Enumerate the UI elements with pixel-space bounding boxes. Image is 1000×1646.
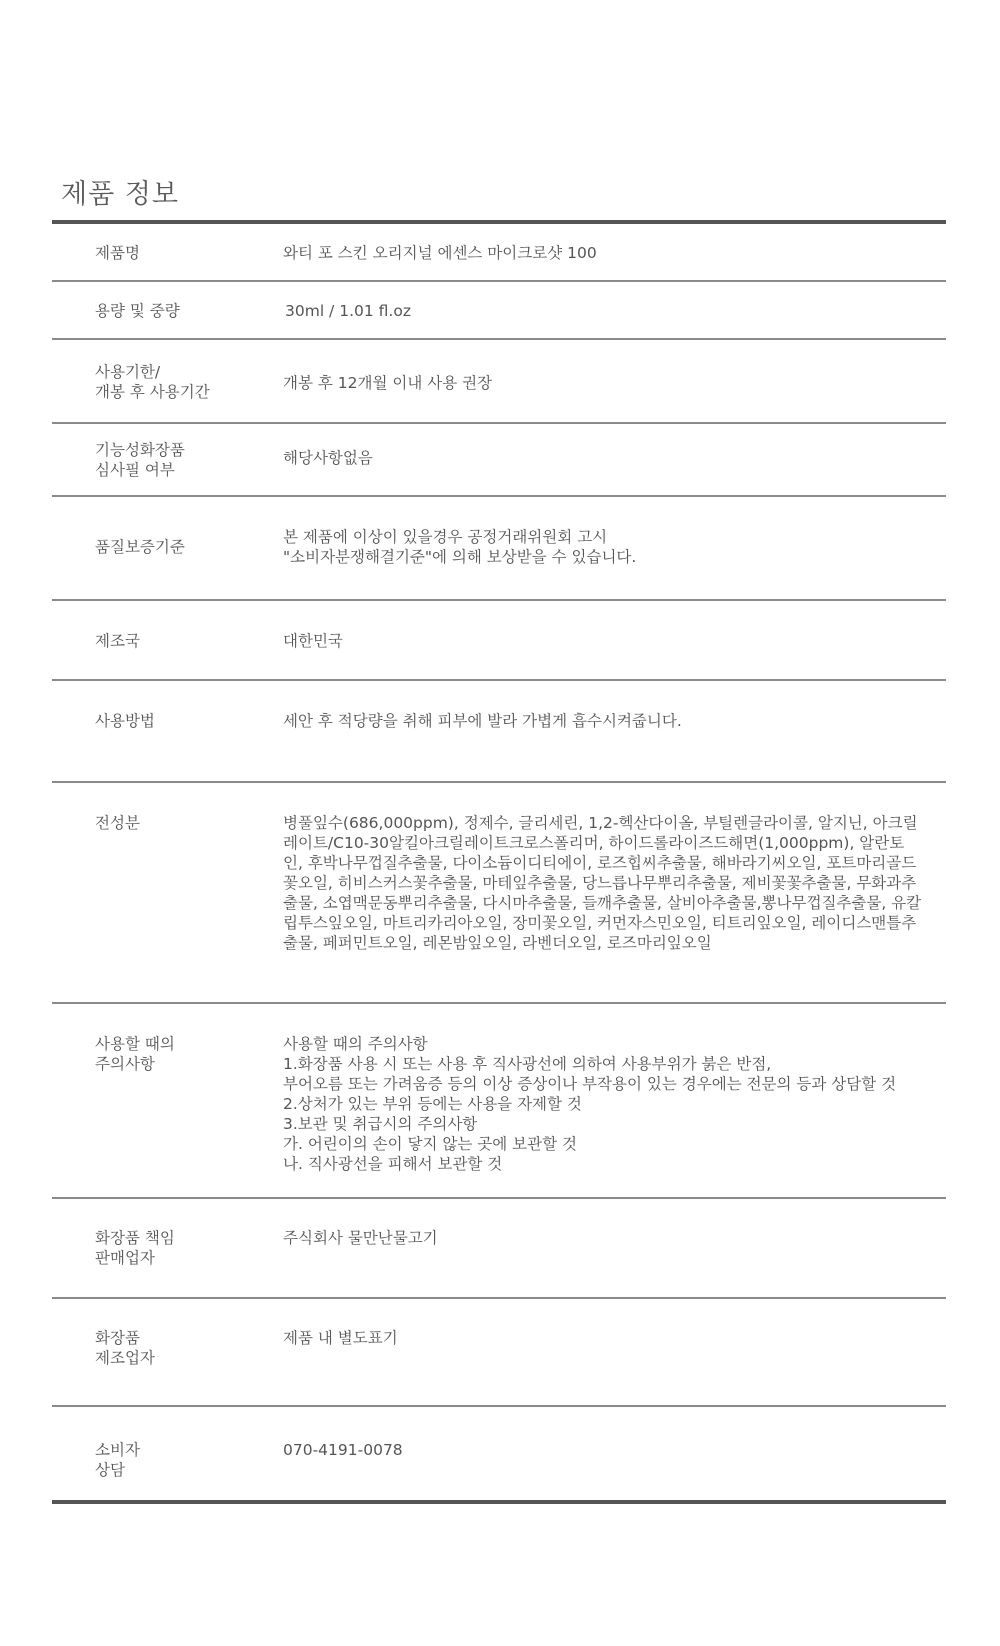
- row-value: 주식회사 물만난물고기: [283, 1229, 438, 1247]
- row-label: 제품명: [95, 244, 140, 262]
- row-value: 대한민국: [283, 632, 343, 650]
- row-value: 본 제품에 이상이 있을경우 공정거래위원회 고시 "소비자분쟁해결기준"에 의해 보상받을 수 있습니다.: [283, 528, 637, 566]
- row-value: 병풀잎수(686,000ppm), 정제수, 글리세린, 1,2-헥산다이올, 부틸렌글라이콜, 알지닌, 아크릴레이트/C10-30알킬아크릴레이트크로스폴리머, 하이드롤라이즈드해면(1,000ppm), 알란토인, 후박나무껍질추출물, 다이소듐이디티에이, 로즈힙씨추출물, 해바라기씨오일, 포트마리골드꽃오일, 히비스커스꽃추출물, 마테잎추출물, 당느릅나무뿌리추출물, 제비꽃꽃추출물, 무화과추출물, 소엽맥문동뿌리추출물, 다시마추출물, 들깨추출물, 살비아추출물,뽕나무껍질추출물, 유칼립투스잎오일, 마트리카리아오일, 장미꽃오일, 커먼자스민오일, 티트리잎오일, 레이디스맨틀추출물, 페퍼민트오일, 레몬밤잎오일, 라벤더오일, 로즈마리잎오일: [283, 814, 922, 952]
- row-value: 와티 포 스킨 오리지널 에센스 마이크로샷 100: [283, 244, 597, 262]
- row-quality-guarantee: [52, 497, 946, 601]
- row-label: 전성분: [95, 814, 140, 832]
- row-label: 사용할 때의 주의사항: [95, 1035, 175, 1073]
- row-customer-service: [52, 1407, 946, 1500]
- row-label: 화장품 제조업자: [95, 1329, 155, 1367]
- row-label: 제조국: [95, 632, 140, 650]
- row-manufacturer: [52, 1299, 946, 1407]
- row-expiry: [52, 340, 946, 424]
- row-label: 기능성화장품 심사필 여부: [95, 441, 185, 479]
- row-label: 화장품 책임 판매업자: [95, 1229, 175, 1267]
- row-precautions: [52, 1004, 946, 1199]
- row-label: 품질보증기준: [95, 538, 185, 556]
- row-label: 소비자 상담: [95, 1441, 140, 1479]
- row-usage: [52, 681, 946, 783]
- page-title: 제품 정보: [61, 179, 179, 210]
- row-value: 개봉 후 12개월 이내 사용 권장: [283, 374, 493, 392]
- row-ingredients: [52, 783, 946, 1004]
- row-value: 제품 내 별도표기: [283, 1329, 398, 1347]
- row-value: 070-4191-0078: [283, 1441, 403, 1459]
- row-label: 사용방법: [95, 712, 155, 730]
- row-functional-cosmetic: [52, 424, 946, 497]
- row-value: 해당사항없음: [283, 449, 373, 467]
- row-value: 사용할 때의 주의사항 1.화장품 사용 시 또는 사용 후 직사광선에 의하여 사용부위가 붉은 반점, 부어오름 또는 가려움증 등의 이상 증상이나 부작용이 있는 경우에는 전문의 등과 상담할 것 2.상처가 있는 부위 등에는 사용을 자제할 것 3.보관 및 취급시의 주의사항 가. 어린이의 손이 닿지 않는 곳에 보관할 것 나. 직사광선을 피해서 보관할 것: [283, 1035, 897, 1173]
- row-distributor: [52, 1199, 946, 1299]
- product-info-table: [52, 220, 946, 1504]
- row-value: 세안 후 적당량을 취해 피부에 발라 가볍게 흡수시켜줍니다.: [283, 712, 682, 730]
- row-product-name: [52, 224, 946, 282]
- row-label: 사용기한/ 개봉 후 사용기간: [95, 363, 210, 401]
- row-country: [52, 601, 946, 681]
- row-label: 용량 및 중량: [95, 302, 180, 320]
- row-value: 30ml / 1.01 fl.oz: [285, 302, 411, 320]
- row-volume: [52, 282, 946, 340]
